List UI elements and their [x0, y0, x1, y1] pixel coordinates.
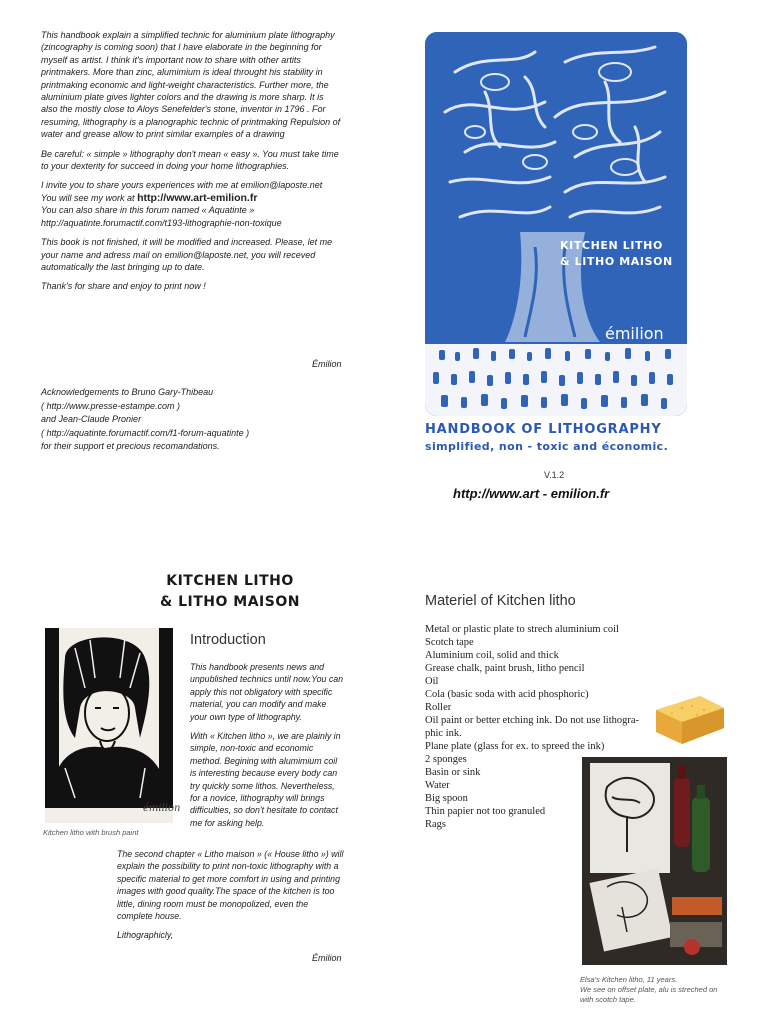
intro-paragraph-2: Be careful: « simple » lithography don't mean « easy ». You must take time to your dexterity for succeed in doing your home lithographies.	[41, 148, 339, 172]
kitchen-photo-illustration	[582, 757, 727, 965]
portrait-print	[45, 628, 181, 823]
website-link[interactable]: http://www.art-emilion.fr	[137, 191, 258, 204]
ack-line-1: Acknowledgements to Bruno Gary-Thibeau	[41, 387, 214, 397]
cover-illustration	[425, 32, 687, 416]
materiel-item: Grease chalk, paint brush, litho pencil	[425, 663, 585, 674]
kitchen-photo-caption	[580, 975, 730, 1005]
ack-line-5: for their support et precious recomandations.	[41, 441, 220, 451]
cover-title	[560, 238, 673, 270]
kitchen-caption-line-1: Elsa's Kitchen litho, 11 years.	[580, 975, 678, 984]
section-signature: Émilion	[312, 953, 342, 963]
section-heading-line-1: KITCHEN LITHO	[166, 573, 294, 589]
materiel-item: Oil	[425, 676, 439, 687]
materiel-item: Metal or plastic plate to strech aluminium coil	[425, 624, 619, 635]
closing-line: Lithographicly,	[117, 930, 174, 941]
materiel-item: Basin or sink	[425, 767, 481, 778]
portrait-caption: Kitchen litho with brush paint	[43, 828, 139, 837]
cover-signature: émilion	[605, 324, 664, 343]
chapter-text	[117, 848, 345, 949]
invite-block	[41, 179, 341, 229]
materiel-item: Rags	[425, 819, 446, 830]
materiel-item: Aluminium coil, solid and thick	[425, 650, 559, 661]
tree-lithograph-art	[425, 32, 687, 416]
materiel-item: 2 sponges	[425, 754, 467, 765]
ack-line-3: and Jean-Claude Pronier	[41, 414, 142, 424]
materiel-item: Water	[425, 780, 450, 791]
materiel-item: Oil paint or better etching ink. Do not use lithogra-	[425, 715, 640, 726]
intro-paragraph-3: This book is not finished, it will be modified and increased. Please, let me your name and adress mail on emilion@laposte.net, you will receved automatically the last bringing up to date.	[41, 237, 333, 272]
chapter-paragraph: The second chapter « Litho maison » (« House litho ») will explain the possibility to print non-toxic lithography with a specific material to get more comfort in using and printing images with good quality.The space of the kitchen is too little, dining room must be monopolized, even the complete house.	[117, 849, 344, 922]
materiel-item: Big spoon	[425, 793, 468, 804]
materiel-item: Roller	[425, 702, 452, 713]
materiel-item: phic ink.	[425, 728, 462, 739]
introduction-paragraph-2: With « Kitchen litho », we are plainly in simple, non-toxic and economic method. Begining with alumimium coil is interesting because every body can try quickly some lithos. Nevertheless, for a novice, lithography will brings difficulties, so don't hesitate to contact me for asking help.	[190, 731, 341, 828]
invite-line-2: You will see my work at	[41, 192, 135, 203]
intro-text-block	[41, 29, 341, 300]
intro-paragraph-1: This handbook explain a simplified technic for aluminium plate lithography (zincography is coming soon) that I have elaborate in the beginning for myself as artist. I think it's important now to share with other artits printmakers. More than zinc, alumimium is ideal throught his stability in printmaking economic and light-weight characteristics. Further more, the aluminium plate gives lighter colors and the drawing is more sharp. It is also the mostly close to Aloys Senefelder's stone, inventor in 1796 . For resuming, lithography is a planographic technic of printmaking Repulsion of water and grease allow to print similar examples of a drawing	[41, 30, 341, 140]
kitchen-caption-line-2: We see on offset plate, alu is streched on with scotch tape.	[580, 985, 718, 1004]
version-label: V.1.2	[544, 470, 565, 480]
portrait-lithograph-art	[45, 628, 173, 823]
introduction-text	[190, 661, 345, 836]
intro-signature: Émilion	[312, 359, 342, 369]
materiel-heading: Materiel of Kitchen litho	[425, 593, 576, 609]
cover-title-line-2: & LITHO MAISON	[560, 255, 673, 268]
section-heading-line-2: & LITHO MAISON	[160, 594, 300, 610]
materiel-item: Scotch tape	[425, 637, 474, 648]
section-heading	[130, 571, 330, 613]
intro-paragraph-4: Thank's for share and enjoy to print now !	[41, 281, 206, 292]
invite-line-1: I invite you to share yours experiences with me at emilion@laposte.net	[41, 180, 323, 191]
handbook-title: HANDBOOK OF LITHOGRAPHY	[425, 422, 662, 437]
ack-line-2: ( http://www.presse-estampe.com )	[41, 400, 181, 411]
materiel-item: Cola (basic soda with acid phosphoric)	[425, 689, 589, 700]
materiel-item: Plane plate (glass for ex. to spreed the ink)	[425, 741, 605, 752]
portrait-signature: émilion	[143, 803, 181, 814]
cover-title-line-1: KITCHEN LITHO	[560, 239, 663, 252]
introduction-paragraph-1: This handbook presents news and unpublished technics until now.You can apply this not obligatory with specific material, you can modify and make your own type of lithography.	[190, 662, 344, 722]
sponge-illustration	[652, 688, 726, 748]
materiel-item: Thin papier not too granuled	[425, 806, 546, 817]
cover-url-link[interactable]: http://www.art - emilion.fr	[453, 486, 610, 501]
handbook-subtitle: simplified, non - toxic and économic.	[425, 440, 669, 453]
kitchen-photo	[582, 757, 727, 965]
introduction-heading: Introduction	[190, 632, 266, 648]
ack-line-4: ( http://aquatinte.forumactif.com/f1-forum-aquatinte )	[41, 427, 250, 438]
sponge-image	[652, 688, 726, 748]
forum-link[interactable]: http://aquatinte.forumactif.com/t193-lithographie-non-toxique	[41, 217, 282, 228]
acknowledgements	[41, 386, 341, 454]
invite-line-4: You can also share in this forum named « Aquatinte »	[41, 205, 255, 216]
